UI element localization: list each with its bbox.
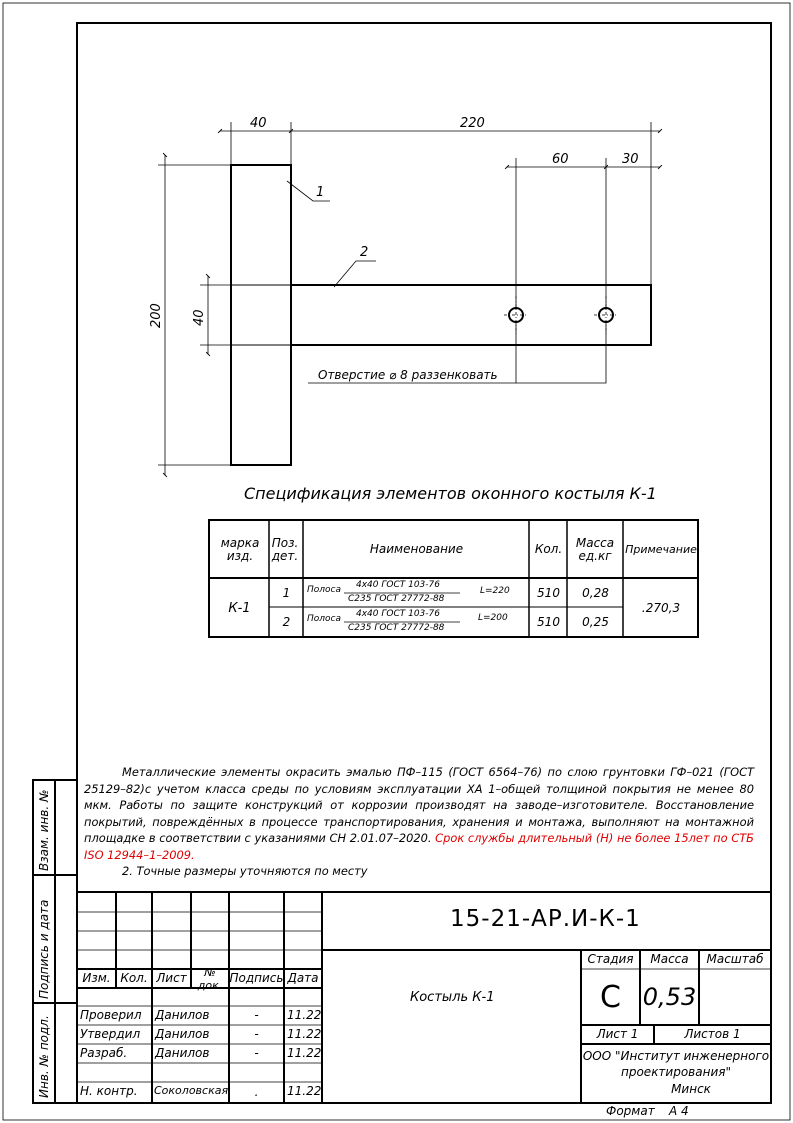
leader-pos-2: 2 <box>360 245 369 260</box>
note-2: 2. Точные размеры уточняются по месту <box>122 864 368 878</box>
tb-header-date: Дата <box>287 971 319 985</box>
spec-title: Спецификация элементов оконного костыля К-1 <box>244 484 657 503</box>
dim-30: 30 <box>622 152 639 167</box>
tb-name-2: Данилов <box>155 1027 210 1041</box>
tb-header-change: Изм. <box>82 971 111 985</box>
tb-header-qty: Кол. <box>120 971 148 985</box>
sheets-label: Листов 1 <box>684 1027 741 1041</box>
spec-row-2-den: С235 ГОСТ 27772-88 <box>348 623 445 633</box>
spec-row-1-length: L=220 <box>480 586 510 596</box>
format-value: А 4 <box>669 1104 689 1118</box>
side-label-sign-date: Подпись и дата <box>37 899 51 999</box>
tb-header-doc-no: № док. <box>197 965 223 992</box>
tb-sign-1: - <box>254 1008 259 1022</box>
spec-header-mark: марка изд. <box>220 535 260 563</box>
spec-row-1-num: 4x40 ГОСТ 103-76 <box>356 580 440 590</box>
spec-row-2-mass: 0,25 <box>582 615 609 629</box>
tb-sign-4: . <box>254 1085 259 1099</box>
general-notes <box>84 764 754 880</box>
tb-date-3: 11.22 <box>287 1046 322 1060</box>
tb-header-sign: Подпись <box>229 971 284 985</box>
spec-row-1-prefix: Полоса <box>307 585 341 595</box>
dim-60: 60 <box>552 152 569 167</box>
spec-header-pos: Поз. дет. <box>271 535 299 563</box>
spec-row-1-pos: 1 <box>282 585 291 600</box>
dim-40-side: 40 <box>192 309 207 326</box>
format-label: Формат <box>606 1104 655 1118</box>
hole-note: Отверстие ⌀ 8 раззенковать <box>318 368 498 382</box>
tb-name-1: Данилов <box>155 1008 210 1022</box>
spec-note-value: .270,3 <box>641 600 681 615</box>
mass-label: Масса <box>650 952 689 966</box>
tb-name-3: Данилов <box>155 1046 210 1060</box>
spec-mark-value: К-1 <box>228 600 251 616</box>
tb-sign-2: - <box>254 1027 259 1041</box>
product-name: Костыль К-1 <box>410 990 495 1005</box>
stage-label: Стадия <box>587 952 634 966</box>
spec-row-1-den: С235 ГОСТ 27772-88 <box>348 594 445 604</box>
tb-role-1: Проверил <box>80 1008 142 1022</box>
mass-value: 0,53 <box>642 982 697 1011</box>
spec-header-note: Примечание <box>625 543 697 556</box>
org-city: Минск <box>671 1081 711 1096</box>
spec-row-2-prefix: Полоса <box>307 614 341 624</box>
tb-name-4: Соколовская <box>154 1084 229 1097</box>
spec-row-1-mass: 0,28 <box>582 585 609 600</box>
dim-200: 200 <box>149 303 164 328</box>
dim-40-top: 40 <box>250 116 267 131</box>
spec-header-mass: Масса ед.кг <box>575 535 615 563</box>
spec-header-qty: Кол. <box>534 542 563 556</box>
part-1-strip <box>231 165 291 465</box>
tb-header-sheet: Лист <box>156 971 187 985</box>
doc-code: 15-21-АР.И-К-1 <box>450 906 641 932</box>
side-label-replace-inv: Взам. инв. № <box>37 789 51 871</box>
spec-row-1-qty: 510 <box>537 585 560 600</box>
tb-date-2: 11.22 <box>287 1027 322 1041</box>
org-name-text: ООО "Институт инженерного проектирования" <box>582 1049 770 1079</box>
org-name <box>581 1044 771 1084</box>
stage-value: С <box>600 979 621 1015</box>
sheet-label: Лист 1 <box>596 1027 639 1041</box>
tb-date-1: 11.22 <box>287 1008 322 1022</box>
tb-date-4: 11.22 <box>287 1084 322 1098</box>
spec-row-2-pos: 2 <box>282 615 291 629</box>
spec-row-2-length: L=200 <box>478 613 508 623</box>
tb-role-2: Утвердил <box>80 1027 141 1041</box>
side-label-inv-no: Инв. № подл. <box>37 1015 51 1098</box>
spec-row-2-num: 4x40 ГОСТ 103-76 <box>356 609 440 619</box>
tb-role-3: Разраб. <box>80 1046 128 1060</box>
spec-header-name: Наименование <box>369 542 464 556</box>
leader-pos-1: 1 <box>316 185 325 200</box>
spec-row-2-qty: 510 <box>537 615 560 629</box>
note-1 <box>84 764 754 863</box>
tb-sign-3: - <box>254 1046 259 1060</box>
scale-label: Масштаб <box>706 952 764 966</box>
note-1-red-text: Срок службы длительный (Н) не более 15лет по СТБ ISO 12944–1–2009. <box>84 831 754 862</box>
tb-role-4: Н. контр. <box>80 1084 138 1098</box>
note-1-text: Металлические элементы окрасить эмалью ПФ–115 (ГОСТ 6564–76) по слою грунтовки ГФ–021 (ГОСТ 25129–82)с учетом класса среды по условиям эксплуатации ХА 1–общей толщиной покрытия не менее 80 мкм. Работы по защите конструкций от коррозии производят на заводе–изготовителе. Восстановление покрытий, повреждённых в процессе транспортирования, хранения и монтажа, выполняют на монтажной площадке в соответствии с указаниями СН 2.01.07–2020. <box>84 765 754 845</box>
dim-220: 220 <box>460 116 485 131</box>
